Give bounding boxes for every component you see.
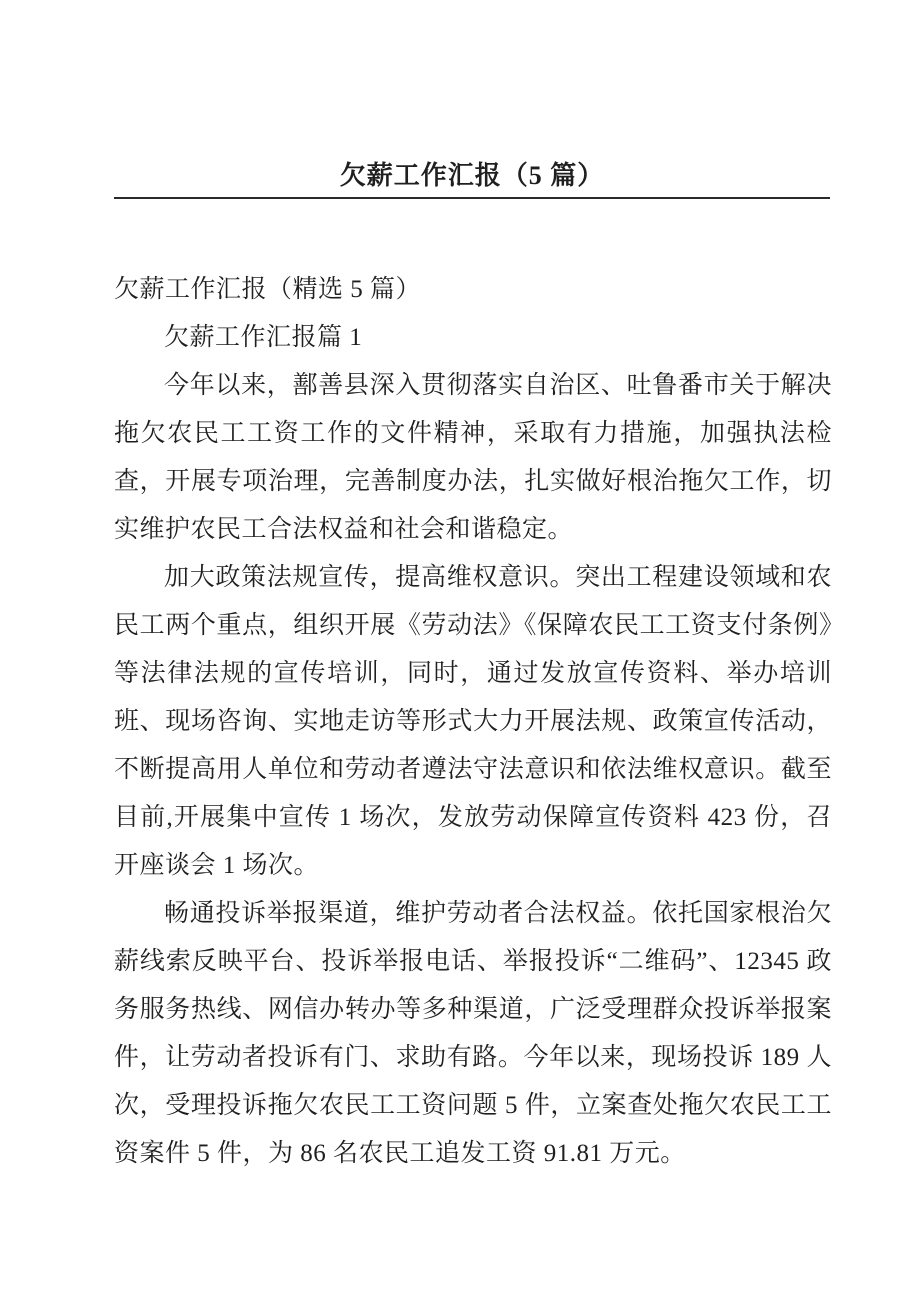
paragraph-2: 加大政策法规宣传，提高维权意识。突出工程建设领域和农民工两个重点，组织开展《劳动法》《保障农民工工资支付条例》等法律法规的宣传培训，同时，通过发放宣传资料、举办培训班、现场咨询、实地走访等形式大力开展法规、政策宣传活动，不断提高用人单位和劳动者遵法守法意识和依法维权意识。截至目前,开展集中宣传 1 场次，发放劳动保障宣传资料 423 份，召开座谈会 1 场次。 <box>114 564 832 879</box>
section-heading: 欠薪工作汇报篇 1 <box>164 324 363 351</box>
paragraph-3: 畅通投诉举报渠道，维护劳动者合法权益。依托国家根治欠薪线索反映平台、投诉举报电话、举报投诉“二维码”、12345 政务服务热线、网信办转办等多种渠道，广泛受理群众投诉举报案件，让劳动者投诉有门、求助有路。今年以来，现场投诉 189 人次，受理投诉拖欠农民工工资问题 5 件，立案查处拖欠农民工工资案件 5 件，为 86 名农民工追发工资 91.81 万元。 <box>114 900 832 1167</box>
document-title: 欠薪工作汇报（5 篇） <box>339 161 605 190</box>
document-body <box>114 266 832 1178</box>
document-header <box>114 155 830 199</box>
intro-line: 欠薪工作汇报（精选 5 篇） <box>114 276 422 303</box>
paragraph-1: 今年以来，鄯善县深入贯彻落实自治区、吐鲁番市关于解决拖欠农民工工资工作的文件精神，采取有力措施，加强执法检查，开展专项治理，完善制度办法，扎实做好根治拖欠工作，切实维护农民工合法权益和社会和谐稳定。 <box>114 372 832 543</box>
